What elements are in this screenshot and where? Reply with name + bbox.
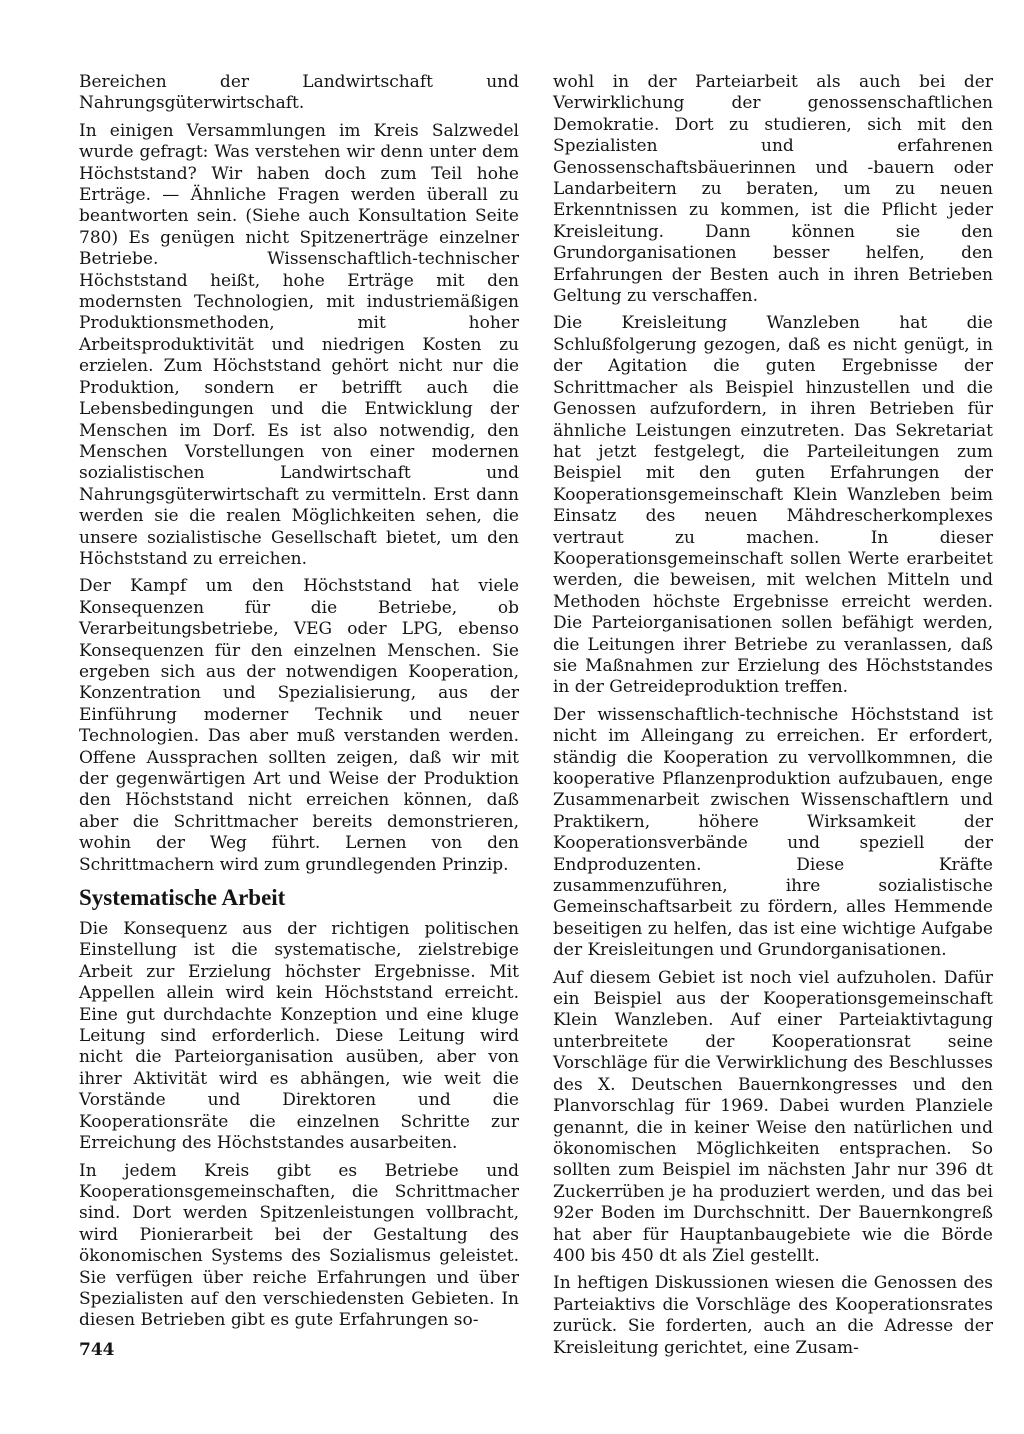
right-column	[553, 72, 993, 1365]
paragraph: In einigen Versammlungen im Kreis Salzwedel wurde gefragt: Was verstehen wir denn unter dem Höchststand? Wir haben doch zum Teil hohe Erträge. — Ähnliche Fragen werden überall zu beantworten sein. (Siehe auch Konsultation Seite 780) Es genügen nicht Spitzenerträge einzelner Betriebe. Wissenschaftlich-technischer Höchststand heißt, hohe Erträge mit den modernsten Technologien, mit industriemäßigen Produktionsmethoden, mit hoher Arbeitsproduktivität und niedrigen Kosten zu erzielen. Zum Höchststand gehört nicht nur die Produktion, sondern er betrifft auch die Lebensbedingungen und die Entwicklung der Menschen im Dorf. Es ist also notwendig, den Menschen Vorstellungen von einer modernen sozialistischen Landwirtschaft und Nahrungsgüterwirtschaft zu vermitteln. Erst dann werden sie die realen Möglichkeiten sehen, die unsere sozialistische Gesellschaft bietet, um den Höchststand zu erreichen.	[79, 120, 519, 569]
paragraph: Die Kreisleitung Wanzleben hat die Schlußfolgerung gezogen, daß es nicht genügt, in der Agitation die guten Ergebnisse der Schrittmacher als Beispiel hinzustellen und die Genossen aufzufordern, in ihren Betrieben für ähnliche Leistungen einzutreten. Das Sekretariat hat jetzt festgelegt, die Parteileitungen zum Beispiel mit den guten Erfahrungen der Kooperationsgemeinschaft Klein Wanzleben beim Einsatz des neuen Mähdrescherkomplexes vertraut zu machen. In dieser Kooperationsgemeinschaft sollen Werte erarbeitet werden, die beweisen, mit welchen Mitteln und Methoden höchste Ergebnisse erreicht werden. Die Parteiorganisationen sollen befähigt werden, die Leitungen ihrer Betriebe zu veranlassen, daß sie Maßnahmen zur Erzielung des Höchststandes in der Getreideproduktion treffen.	[553, 313, 993, 698]
paragraph: Auf diesem Gebiet ist noch viel aufzuholen. Dafür ein Beispiel aus der Kooperationsgemeinschaft Klein Wanzleben. Auf einer Parteiaktivtagung unterbreitete der Kooperationsrat seine Vorschläge für die Verwirklichung des Beschlusses des X. Deutschen Bauernkongresses und den Planvorschlag für 1969. Dabei wurden Planziele genannt, die in keiner Weise den natürlichen und ökonomischen Möglichkeiten entsprachen. So sollten zum Beispiel im nächsten Jahr nur 396 dt Zuckerrüben je ha produziert werden, und das bei 92er Boden im Durchschnitt. Der Bauernkongreß hat aber für Hauptanbaugebiete wie die Börde 400 bis 450 dt als Ziel gestellt.	[553, 967, 993, 1266]
paragraph: Bereichen der Landwirtschaft und Nahrungsgüterwirtschaft.	[79, 72, 519, 114]
section-heading: Systematische Arbeit	[79, 885, 286, 911]
paragraph: wohl in der Parteiarbeit als auch bei der Verwirklichung der genossenschaftlichen Demokratie. Dort zu studieren, sich mit den Spezialisten und erfahrenen Genossenschaftsbäuerinnen und -bauern oder Landarbeitern zu beraten, um zu neuen Erkenntnissen zu kommen, ist die Pflicht jeder Kreisleitung. Dann können sie den Grundorganisationen besser helfen, den Erfahrungen der Besten auch in ihren Betrieben Geltung zu verschaffen.	[553, 72, 993, 307]
paragraph: Die Konsequenz aus der richtigen politischen Einstellung ist die systematische, zielstrebige Arbeit zur Erzielung höchster Ergebnisse. Mit Appellen allein wird kein Höchststand erreicht. Eine gut durchdachte Konzeption und eine kluge Leitung sind erforderlich. Diese Leitung wird nicht die Parteiorganisation ausüben, aber von ihrer Aktivität wird es abhängen, wie weit die Vorstände und Direktoren und die Kooperationsräte die einzelnen Schritte zur Erreichung des Höchststandes ausarbeiten.	[79, 919, 519, 1154]
left-column	[79, 72, 519, 1338]
page-number: 744	[79, 1340, 115, 1360]
paragraph: Der Kampf um den Höchststand hat viele Konsequenzen für die Betriebe, ob Verarbeitungsbetriebe, VEG oder LPG, ebenso Konsequenzen für den einzelnen Menschen. Sie ergeben sich aus der notwendigen Kooperation, Konzentration und Spezialisierung, aus der Einführung moderner Technik und neuer Technologien. Das aber muß verstanden werden. Offene Aussprachen sollten zeigen, daß wir mit der gegenwärtigen Art und Weise der Produktion den Höchststand nicht erreichen können, daß aber die Schrittmacher bereits demonstrieren, wohin der Weg führt. Lernen von den Schrittmachern wird zum grundlegenden Prinzip.	[79, 576, 519, 875]
paragraph: Der wissenschaftlich-technische Höchststand ist nicht im Alleingang zu erreichen. Er erfordert, ständig die Kooperation zu vervollkommnen, die kooperative Pflanzenproduktion aufzubauen, enge Zusammenarbeit zwischen Wissenschaftlern und Praktikern, höhere Wirksamkeit der Kooperationsverbände und speziell der Endproduzenten. Diese Kräfte zusammenzuführen, ihre sozialistische Gemeinschaftsarbeit zu fördern, alles Hemmende beseitigen zu helfen, das ist eine wichtige Aufgabe der Kreisleitungen und Grundorganisationen.	[553, 704, 993, 961]
paragraph: In jedem Kreis gibt es Betriebe und Kooperationsgemeinschaften, die Schrittmacher sind. Dort werden Spitzenleistungen vollbracht, wird Pionierarbeit bei der Gestaltung des ökonomischen Systems des Sozialismus geleistet. Sie verfügen über reiche Erfahrungen und über Spezialisten auf den verschiedensten Gebieten. In diesen Betrieben gibt es gute Erfahrungen so-	[79, 1160, 519, 1331]
paragraph: In heftigen Diskussionen wiesen die Genossen des Parteiaktivs die Vorschläge des Kooperationsrates zurück. Sie forderten, auch an die Adresse der Kreisleitung gerichtet, eine Zusam-	[553, 1273, 993, 1358]
